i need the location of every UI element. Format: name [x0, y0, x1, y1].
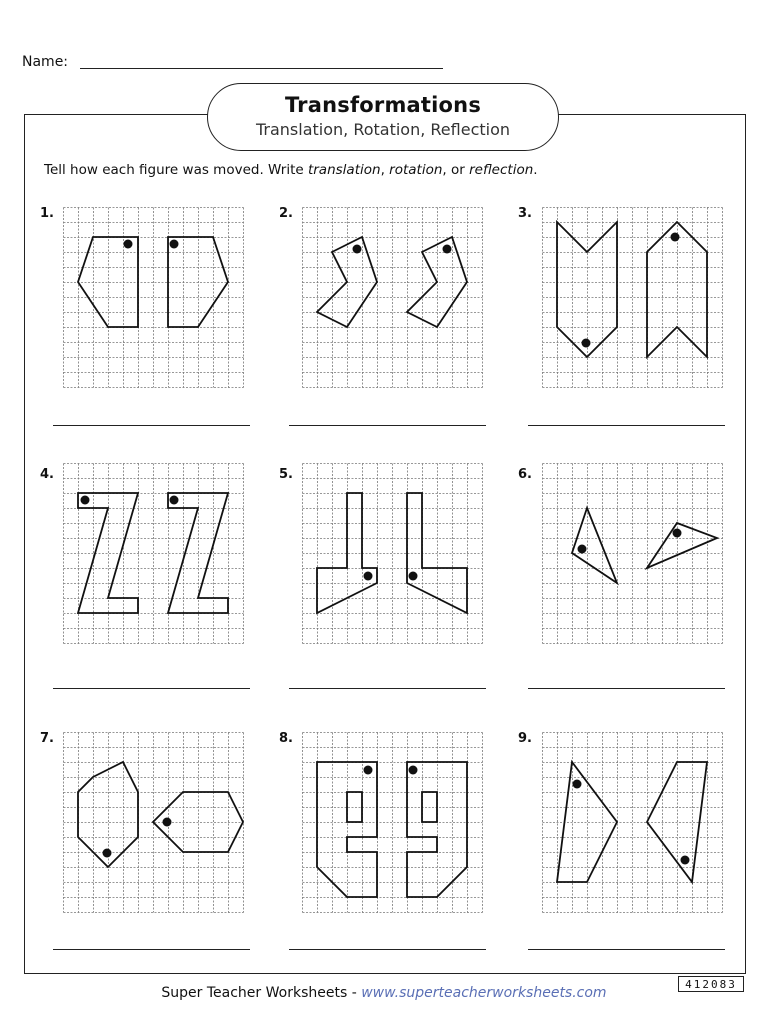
dot-4b	[170, 496, 179, 505]
figure-1a	[78, 237, 138, 327]
grid-4	[63, 463, 244, 644]
figure-3a	[557, 222, 617, 357]
figure-1b	[168, 237, 228, 327]
figure-8b-inner	[422, 792, 437, 822]
figure-8b-outer	[407, 762, 467, 897]
instructions-word-rotation: rotation	[389, 162, 443, 178]
instructions-word-reflection: reflection	[469, 162, 534, 178]
name-field[interactable]	[80, 68, 443, 69]
dot-2b	[443, 245, 452, 254]
figure-8a-outer	[317, 762, 377, 897]
figure-4a	[78, 493, 138, 613]
footer-brand: Super Teacher Worksheets -	[161, 985, 362, 1001]
grid-1	[63, 207, 244, 388]
instructions-sep-2: , or	[442, 162, 470, 178]
problem-number-6: 6.	[518, 467, 532, 482]
instructions	[44, 162, 538, 178]
dot-5a	[364, 572, 373, 581]
dot-9a	[573, 780, 582, 789]
answer-line-8[interactable]	[289, 949, 486, 950]
problem-number-8: 8.	[279, 731, 293, 746]
dot-2a	[353, 245, 362, 254]
figure-3b	[647, 222, 707, 357]
answer-line-5[interactable]	[289, 688, 486, 689]
problem-number-2: 2.	[279, 206, 293, 221]
figure-5a	[317, 493, 377, 613]
instructions-prefix: Tell how each figure was moved. Write	[44, 162, 308, 178]
page-title: Transformations	[284, 93, 482, 117]
problem-number-5: 5.	[279, 467, 293, 482]
instructions-word-translation: translation	[307, 162, 381, 178]
figure-2b	[407, 237, 467, 327]
dot-7b	[163, 818, 172, 827]
dot-1a	[124, 240, 133, 249]
grid-3	[542, 207, 723, 388]
grid-8	[302, 732, 483, 913]
problem-number-4: 4.	[40, 467, 54, 482]
title-banner	[207, 83, 559, 151]
answer-line-9[interactable]	[528, 949, 725, 950]
worksheet-code: 412083	[678, 976, 744, 992]
dot-7a	[103, 849, 112, 858]
figure-6b	[647, 523, 717, 568]
answer-line-2[interactable]	[289, 425, 486, 426]
answer-line-1[interactable]	[53, 425, 250, 426]
footer	[0, 985, 768, 1001]
instructions-sep-1: ,	[380, 162, 390, 178]
footer-url[interactable]: www.superteacherworksheets.com	[361, 985, 607, 1001]
figure-9b	[647, 762, 707, 882]
answer-line-3[interactable]	[528, 425, 725, 426]
problem-number-3: 3.	[518, 206, 532, 221]
instructions-suffix: .	[533, 162, 538, 178]
problem-number-7: 7.	[40, 731, 54, 746]
answer-line-6[interactable]	[528, 688, 725, 689]
dot-1b	[170, 240, 179, 249]
figure-6a	[572, 508, 617, 583]
dot-8b	[409, 766, 418, 775]
dot-3b	[671, 233, 680, 242]
dot-8a	[364, 766, 373, 775]
page-subtitle: Translation, Rotation, Reflection	[255, 120, 511, 139]
grid-2	[302, 207, 483, 388]
name-label: Name:	[22, 54, 69, 70]
answer-line-4[interactable]	[53, 688, 250, 689]
grid-7	[63, 732, 244, 913]
grid-5	[302, 463, 483, 644]
grid-6	[542, 463, 723, 644]
dot-5b	[409, 572, 418, 581]
figure-4b	[168, 493, 228, 613]
figure-2a	[317, 237, 377, 327]
problem-number-9: 9.	[518, 731, 532, 746]
dot-6a	[578, 545, 587, 554]
dot-4a	[81, 496, 90, 505]
answer-line-7[interactable]	[53, 949, 250, 950]
figure-9a	[557, 762, 617, 882]
problem-number-1: 1.	[40, 206, 54, 221]
figure-8a-inner	[347, 792, 362, 822]
grid-9	[542, 732, 723, 913]
dot-6b	[673, 529, 682, 538]
figure-5b	[407, 493, 467, 613]
dot-3a	[582, 339, 591, 348]
dot-9b	[681, 856, 690, 865]
